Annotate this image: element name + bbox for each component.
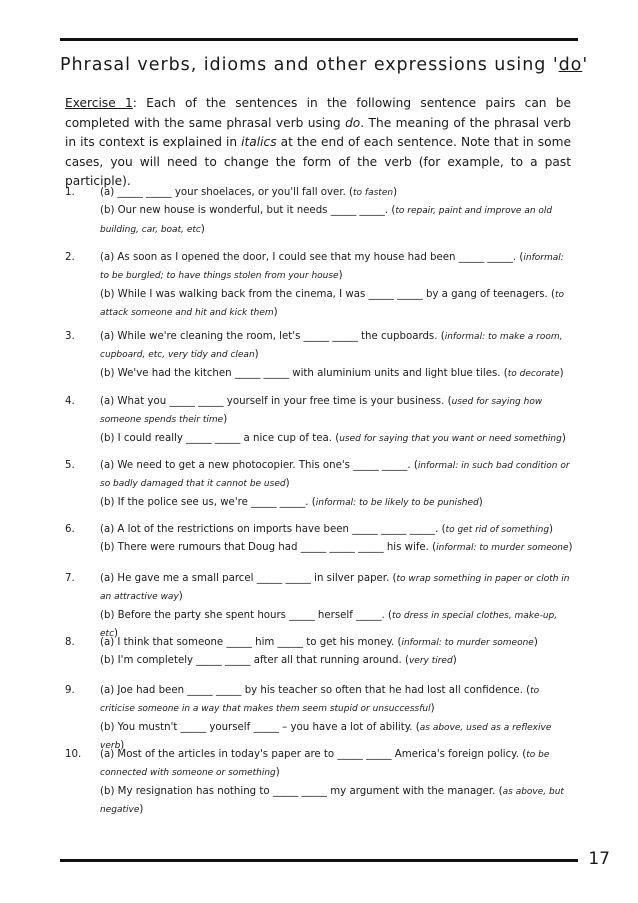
exercise-label: Exercise 1 — [65, 96, 133, 110]
definition: to criticise someone in a way that makes them seem stupid or unsuccessful — [100, 686, 540, 715]
exercise-item — [65, 521, 575, 558]
top-rule — [60, 38, 578, 41]
title-suffix: ' — [582, 55, 589, 75]
sentence-a: (a) What you _____ _____ yourself in your free time is your business. (used for saying how someone spends their time) — [100, 396, 543, 426]
intro-text-2: . The meaning of the phrasal verb in its context is explained in — [65, 115, 571, 150]
sentence-b: (b) While I was walking back from the cinema, I was _____ _____ by a gang of teenagers. (to attack someone and hit and kick them) — [100, 288, 565, 319]
definition: as above, used as a reflexive verb — [100, 722, 552, 752]
definition: very tired — [408, 656, 453, 667]
exercise-item — [65, 249, 575, 323]
sentence-b: (b) Our new house is wonderful, but it needs _____ _____. (to repair, paint and improve an old building, car, boat, etc) — [100, 205, 553, 235]
definition: as above, but negative — [100, 786, 564, 816]
sentence-a: (a) As soon as I opened the door, I could see that my house had been _____ _____. (informal: to be burgled; to have things stolen from your house) — [100, 252, 564, 282]
title-word: do — [558, 55, 583, 75]
exercise-item — [65, 184, 575, 239]
item-number: 1. — [65, 187, 75, 198]
definition: used for saying that you want or need something — [339, 433, 562, 444]
intro-text-3: at the end of each sentence. Note that in some cases, you will need to change the form of the verb (for example, to a past participle). — [65, 135, 571, 189]
item-number: 5. — [65, 460, 75, 471]
sentence-b: (b) If the police see us, we're _____ _____. (informal: to be likely to be punished) — [100, 496, 483, 508]
definition: informal: to make a room, cupboard, etc, very tidy and clean — [100, 332, 563, 361]
page-number: 17 — [588, 849, 610, 869]
definition: informal: to murder someone — [401, 638, 534, 648]
definition: to be connected with someone or something — [100, 750, 550, 779]
definition: to repair, paint and improve an old building, car, boat, etc — [100, 206, 553, 235]
sentence-a: (a) While we're cleaning the room, let's _____ _____ the cupboards. (informal: to make a room, cupboard, etc, very tidy and clean) — [100, 331, 563, 361]
sentence-b: (b) Before the party she spent hours _____ herself _____. (to dress in special clothes, make-up, etc) — [100, 609, 558, 640]
item-number: 9. — [65, 685, 75, 696]
bottom-rule — [60, 859, 578, 862]
definition: informal: in such bad condition or so badly damaged that it cannot be used — [100, 461, 570, 490]
sentence-a: (a) We need to get a new photocopier. This one's _____ _____. (informal: in such bad condition or so badly damaged that it cannot be used) — [100, 460, 570, 490]
definition: informal: to be likely to be punished — [315, 497, 479, 508]
definition: informal: to murder someone — [436, 543, 569, 554]
exercise-item — [65, 682, 575, 756]
definition: to decorate — [507, 368, 560, 379]
definition: to dress in special clothes, make-up, etc — [100, 610, 558, 640]
item-number: 3. — [65, 331, 75, 342]
title-prefix: Phrasal verbs, idioms and other expressions using ' — [60, 55, 559, 75]
sentence-b: (b) We've had the kitchen _____ _____ with aluminium units and light blue tiles. (to decorate) — [100, 367, 564, 379]
intro-do-word: do — [345, 115, 361, 130]
definition: used for saying how someone spends their time — [100, 397, 543, 426]
definition: to fasten — [353, 188, 394, 198]
sentence-a: (a) _____ _____ your shoelaces, or you'll fall over. (to fasten) — [100, 187, 398, 198]
exercise-item — [65, 457, 575, 512]
item-number: 4. — [65, 396, 75, 407]
sentence-b: (b) You mustn't _____ yourself _____ – you have a lot of ability. (as above, used as a reflexive verb) — [100, 721, 552, 752]
definition: to attack someone and hit and kick them — [100, 289, 565, 319]
item-number: 8. — [65, 637, 75, 648]
sentence-a: (a) I think that someone _____ him _____ to get his money. (informal: to murder someone) — [100, 637, 538, 648]
intro-italics-word: italics — [241, 135, 277, 150]
item-number: 10. — [65, 749, 82, 760]
item-number: 7. — [65, 573, 75, 584]
item-number: 2. — [65, 252, 75, 263]
definition: informal: to be burgled; to have things stolen from your house — [100, 253, 564, 282]
sentence-b: (b) There were rumours that Doug had _____ _____ _____ his wife. (informal: to murder someone) — [100, 542, 573, 554]
exercise-item — [65, 328, 575, 383]
exercise-item — [65, 570, 575, 644]
definition: to wrap something in paper or cloth in an attractive way — [100, 574, 570, 603]
sentence-a: (a) A lot of the restrictions on imports have been _____ _____ _____. (to get rid of something) — [100, 524, 554, 535]
intro-text-1: : Each of the sentences in the following sentence pairs can be completed with the same phrasal verb using — [65, 96, 572, 130]
sentence-b: (b) I'm completely _____ _____ after all that running around. (very tired) — [100, 655, 457, 667]
sentence-b: (b) My resignation has nothing to _____ _____ my argument with the manager. (as above, but negative) — [100, 785, 564, 816]
sentence-a: (a) Most of the articles in today's paper are to _____ _____ America's foreign policy. (to be connected with someone or something) — [100, 749, 550, 779]
page-title — [60, 55, 589, 75]
exercise-item — [65, 746, 575, 820]
item-number: 6. — [65, 524, 75, 535]
sentence-a: (a) He gave me a small parcel _____ _____ in silver paper. (to wrap something in paper or cloth in an attractive way) — [100, 573, 570, 603]
exercise-intro — [65, 94, 571, 192]
definition: to get rid of something — [445, 525, 550, 535]
exercise-item — [65, 634, 575, 671]
sentence-a: (a) Joe had been _____ _____ by his teacher so often that he had lost all confidence. (to criticise someone in a way that makes them seem stupid or unsuccessful) — [100, 685, 540, 715]
exercise-item — [65, 393, 575, 448]
sentence-b: (b) I could really _____ _____ a nice cup of tea. (used for saying that you want or need something) — [100, 432, 566, 444]
